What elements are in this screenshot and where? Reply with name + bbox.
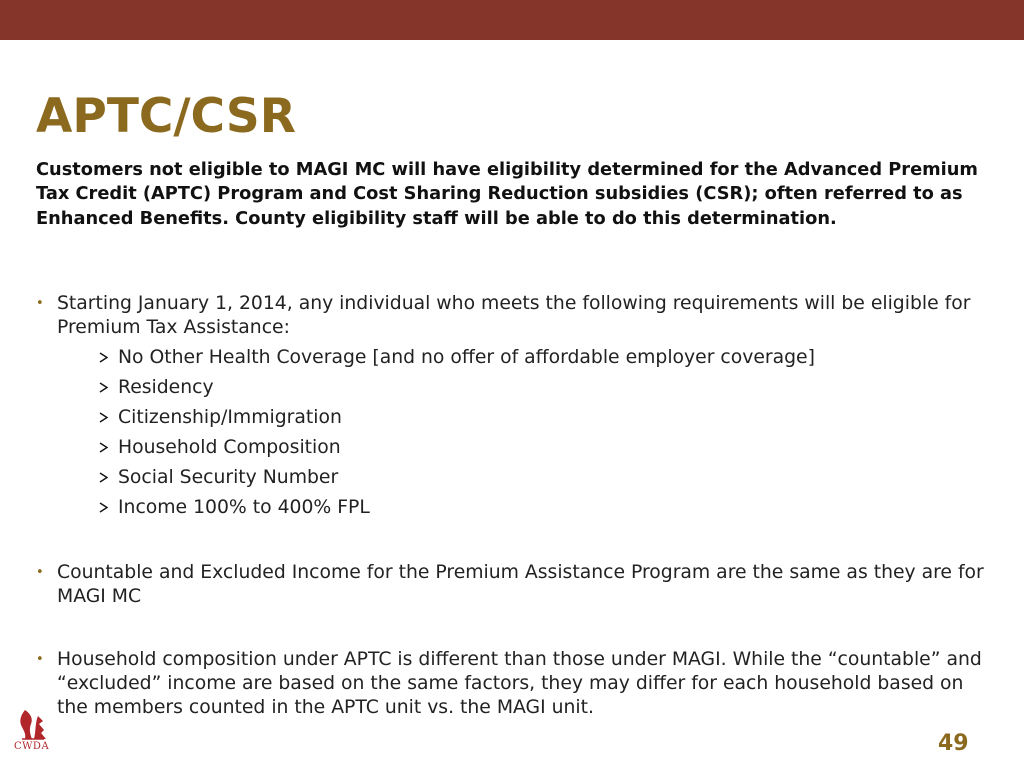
bullet-list: [36, 292, 996, 721]
intro-paragraph: Customers not eligible to MAGI MC will have eligibility determined for the Advanced Premium Tax Credit (APTC) Program and Cost Sharing Reduction subsidies (CSR); often referred to as Enhanced Benefits. County eligibility staff will be able to do this determination.: [36, 159, 978, 229]
slide-title: APTC/CSR: [36, 89, 296, 144]
sub-item-text: Household Composition: [118, 436, 341, 458]
bullet-dot-icon: •: [36, 565, 44, 581]
arrow-bullet-icon: [99, 442, 109, 453]
arrow-bullet-icon: [99, 412, 109, 423]
sub-item-text: Residency: [118, 376, 214, 398]
arrow-bullet-icon: [99, 502, 109, 513]
requirements-list: [57, 343, 996, 524]
sub-item: [97, 433, 996, 463]
sub-item: [97, 343, 996, 373]
logo-text: CWDA: [14, 741, 50, 752]
sub-item-text: Social Security Number: [118, 466, 339, 488]
page-number: 49: [938, 731, 969, 756]
sub-item: [97, 463, 996, 493]
bullet-text: Starting January 1, 2014, any individual who meets the following requirements will be eligible for Premium Tax Assistance:: [57, 293, 971, 339]
arrow-bullet-icon: [99, 382, 109, 393]
arrow-bullet-icon: [99, 352, 109, 363]
top-accent-bar: [0, 0, 1024, 40]
arrow-bullet-icon: [99, 472, 109, 483]
bullet-text: Household composition under APTC is different than those under MAGI. While the “countable” and “excluded” income are based on the same factors, they may differ for each household based on the members counted in the APTC unit vs. the MAGI unit.: [57, 648, 982, 719]
bullet-dot-icon: •: [36, 296, 44, 311]
sub-item-text: Citizenship/Immigration: [118, 406, 342, 428]
sub-item: [97, 403, 996, 433]
bullet-dot-icon: •: [36, 651, 44, 667]
sub-item: [97, 493, 996, 523]
bullet-item: [36, 561, 996, 610]
sub-item-text: Income 100% to 400% FPL: [118, 497, 370, 519]
bullet-item: [36, 292, 996, 523]
sub-item-text: No Other Health Coverage [and no offer of affordable employer coverage]: [118, 346, 815, 368]
bullet-text: Countable and Excluded Income for the Premium Assistance Program are the same as they are for MAGI MC: [57, 562, 984, 608]
bullet-item: [36, 648, 996, 721]
sub-item: [97, 373, 996, 403]
